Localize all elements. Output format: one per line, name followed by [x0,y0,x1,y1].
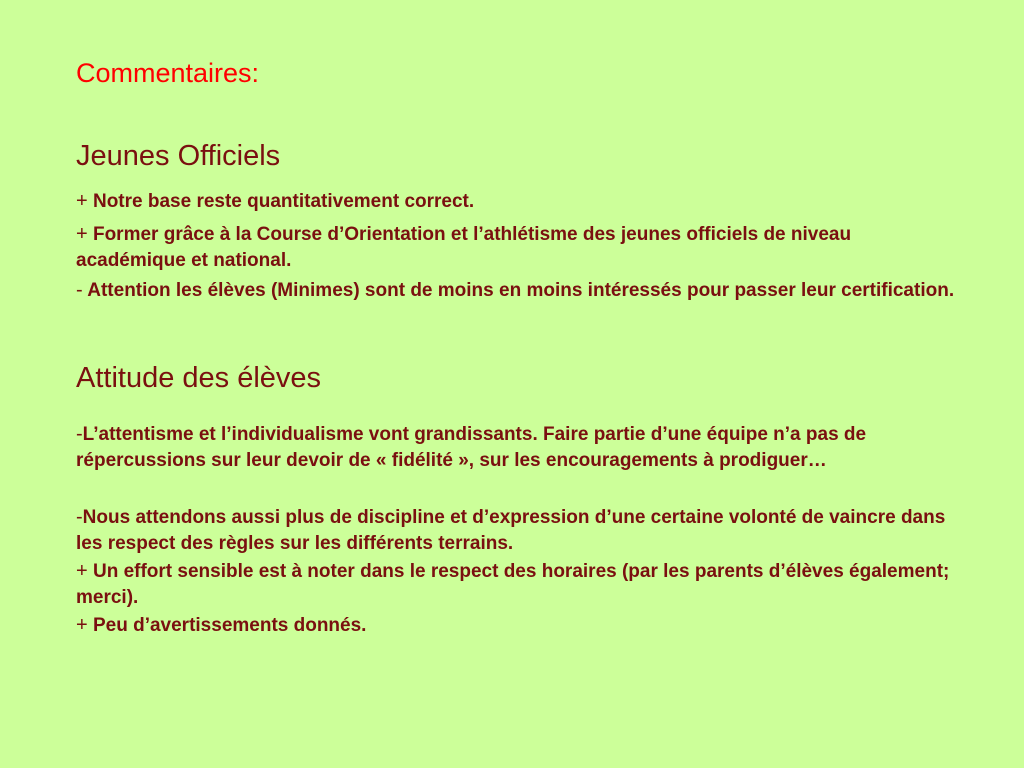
bullet-item [76,612,956,639]
bullet-marker: + [76,190,88,212]
bullet-item [76,188,956,215]
bullet-text: Former grâce à la Course d’Orientation et l’athlétisme des jeunes officiels de niveau académique et national. [76,224,852,271]
bullet-marker: + [76,560,88,582]
bullet-item [76,421,956,474]
bullet-text: L’attentisme et l’individualisme vont grandissants. Faire partie d’une équipe n’a pas de répercussions sur leur devoir de « fidélité », sur les encouragements à prodiguer… [76,424,867,471]
bullet-marker: + [76,614,88,636]
bullet-marker: - [76,423,83,445]
bullet-text: Un effort sensible est à noter dans le respect des horaires (par les parents d’élèves également; merci). [76,561,950,608]
bullet-item [76,504,956,557]
slide-title: Commentaires: [76,58,260,88]
section-heading-jeunes-officiels: Jeunes Officiels [76,140,281,172]
bullet-text: Attention les élèves (Minimes) sont de moins en moins intéressés pour passer leur certification. [87,280,955,301]
bullet-item [76,558,956,611]
bullet-marker: + [76,223,88,245]
bullet-text: Nous attendons aussi plus de discipline et d’expression d’une certaine volonté de vaincre dans les respect des règles sur les différents terrains. [76,507,946,554]
bullet-marker: - [76,279,83,301]
bullet-item [76,277,956,304]
bullet-item [76,221,956,274]
section-heading-attitude-des-eleves: Attitude des élèves [76,362,322,394]
bullet-marker: - [76,506,83,528]
bullet-text: Notre base reste quantitativement correct. [92,191,475,212]
bullet-text: Peu d’avertissements donnés. [92,615,367,636]
